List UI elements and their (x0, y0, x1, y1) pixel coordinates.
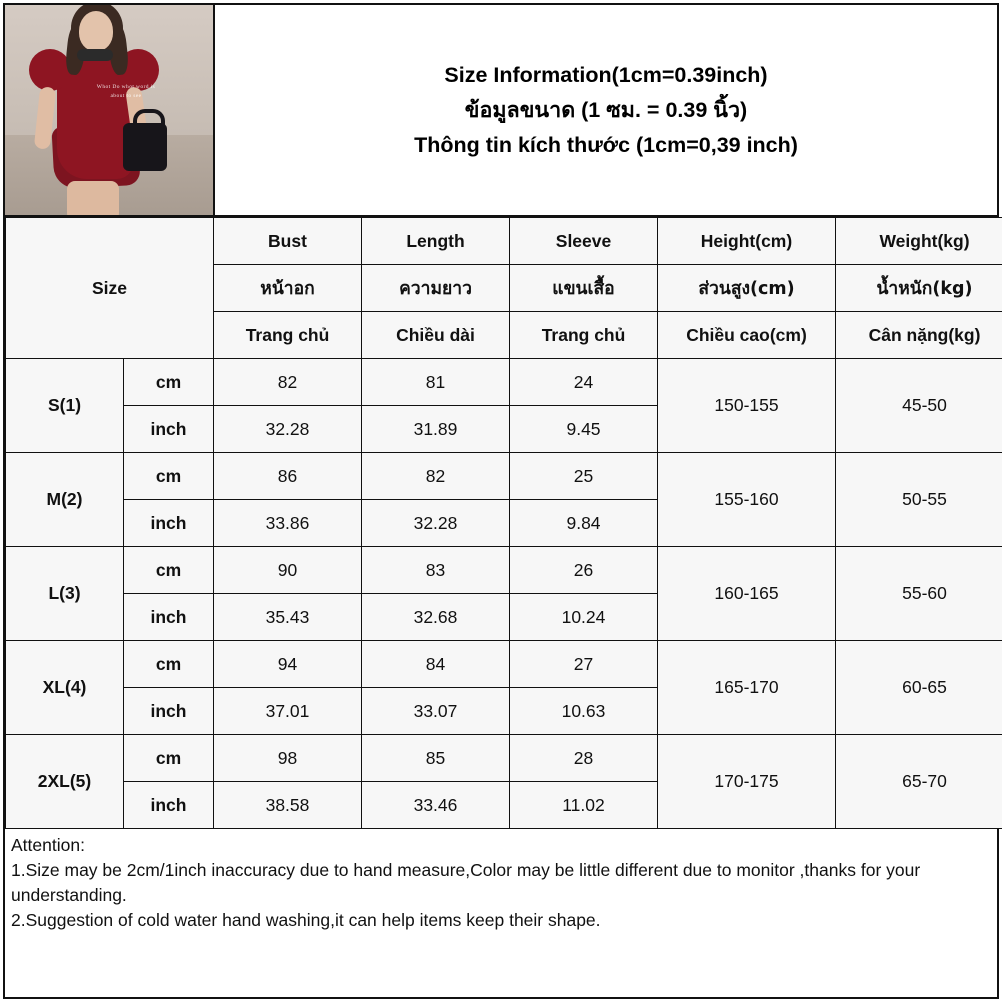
header-length-vi: Chiều dài (362, 312, 510, 359)
row-size-label: 2XL(5) (6, 735, 124, 829)
row-size-label: L(3) (6, 547, 124, 641)
header-weight-th: น้ำหนัก(kg) (836, 265, 1002, 312)
header-sleeve-en: Sleeve (510, 218, 658, 265)
header-weight-vi: Cân nặng(kg) (836, 312, 1002, 359)
table-header-row-en (6, 218, 1002, 265)
cell-sleeve-inch: 10.63 (510, 688, 658, 735)
row-unit-inch: inch (124, 782, 214, 829)
cell-weight: 45-50 (836, 359, 1002, 453)
header-length-th: ความยาว (362, 265, 510, 312)
attention-block (5, 829, 997, 997)
row-size-label: S(1) (6, 359, 124, 453)
table-row (6, 453, 1002, 500)
attention-note-2: 2.Suggestion of cold water hand washing,it can help items keep their shape. (11, 910, 601, 930)
cell-height: 155-160 (658, 453, 836, 547)
cell-length-inch: 31.89 (362, 406, 510, 453)
table-row (6, 735, 1002, 782)
cell-height: 170-175 (658, 735, 836, 829)
cell-length-cm: 81 (362, 359, 510, 406)
cell-length-cm: 84 (362, 641, 510, 688)
header-sleeve-vi: Trang chủ (510, 312, 658, 359)
cell-sleeve-cm: 28 (510, 735, 658, 782)
row-unit-cm: cm (124, 641, 214, 688)
cell-bust-inch: 35.43 (214, 594, 362, 641)
header-sleeve-th: แขนเสื้อ (510, 265, 658, 312)
cell-sleeve-inch: 11.02 (510, 782, 658, 829)
row-unit-inch: inch (124, 406, 214, 453)
cell-bust-inch: 38.58 (214, 782, 362, 829)
cell-height: 150-155 (658, 359, 836, 453)
cell-sleeve-inch: 10.24 (510, 594, 658, 641)
header-height-en: Height(cm) (658, 218, 836, 265)
cell-sleeve-cm: 25 (510, 453, 658, 500)
cell-height: 160-165 (658, 547, 836, 641)
row-unit-inch: inch (124, 688, 214, 735)
cell-bust-cm: 98 (214, 735, 362, 782)
title-english: Size Information(1cm=0.39inch) (444, 62, 768, 87)
cell-weight: 55-60 (836, 547, 1002, 641)
cell-height: 165-170 (658, 641, 836, 735)
cell-length-cm: 85 (362, 735, 510, 782)
row-unit-cm: cm (124, 453, 214, 500)
cell-weight: 60-65 (836, 641, 1002, 735)
handbag-shape (123, 123, 167, 171)
title-thai: ข้อมูลขนาด (1 ซม. = 0.39 นิ้ว) (464, 97, 748, 122)
header-weight-en: Weight(kg) (836, 218, 1002, 265)
row-unit-inch: inch (124, 594, 214, 641)
cell-length-inch: 33.07 (362, 688, 510, 735)
row-unit-cm: cm (124, 735, 214, 782)
dress-sleeve-left-shape (29, 49, 71, 91)
cell-length-cm: 82 (362, 453, 510, 500)
cell-bust-inch: 32.28 (214, 406, 362, 453)
cell-bust-cm: 90 (214, 547, 362, 594)
cell-sleeve-cm: 27 (510, 641, 658, 688)
model-head-shape (79, 11, 113, 51)
header-height-th: ส่วนสูง(cm) (658, 265, 836, 312)
product-photo (5, 5, 215, 217)
header-height-vi: Chiều cao(cm) (658, 312, 836, 359)
cell-sleeve-cm: 24 (510, 359, 658, 406)
header-bust-vi: Trang chủ (214, 312, 362, 359)
row-unit-cm: cm (124, 547, 214, 594)
row-unit-cm: cm (124, 359, 214, 406)
cell-sleeve-cm: 26 (510, 547, 658, 594)
cell-sleeve-inch: 9.84 (510, 500, 658, 547)
cell-bust-cm: 82 (214, 359, 362, 406)
title-vietnamese: Thông tin kích thước (1cm=0,39 inch) (414, 132, 798, 157)
row-size-label: XL(4) (6, 641, 124, 735)
cell-weight: 50-55 (836, 453, 1002, 547)
model-legs-shape (67, 181, 119, 217)
table-row (6, 641, 1002, 688)
header-bust-en: Bust (214, 218, 362, 265)
cell-length-inch: 32.28 (362, 500, 510, 547)
cell-length-inch: 33.46 (362, 782, 510, 829)
header-size-label: Size (6, 218, 214, 359)
row-unit-inch: inch (124, 500, 214, 547)
cell-bust-cm: 94 (214, 641, 362, 688)
cell-sleeve-inch: 9.45 (510, 406, 658, 453)
cell-length-inch: 32.68 (362, 594, 510, 641)
header-length-en: Length (362, 218, 510, 265)
table-row (6, 359, 1002, 406)
cell-weight: 65-70 (836, 735, 1002, 829)
row-size-label: M(2) (6, 453, 124, 547)
photo-watermark: Whot Do whot word is about to see (96, 84, 156, 99)
dress-bow-shape (77, 49, 113, 61)
cell-bust-inch: 33.86 (214, 500, 362, 547)
cell-bust-inch: 37.01 (214, 688, 362, 735)
size-chart-sheet (3, 3, 999, 999)
table-row (6, 547, 1002, 594)
size-table (5, 217, 1002, 829)
attention-note-1: 1.Size may be 2cm/1inch inaccuracy due to hand measure,Color may be little different due to monitor ,thanks for your understanding. (11, 860, 921, 905)
header-row (5, 5, 997, 217)
attention-title: Attention: (11, 835, 85, 855)
cell-bust-cm: 86 (214, 453, 362, 500)
title-block (215, 5, 997, 217)
header-bust-th: หน้าอก (214, 265, 362, 312)
cell-length-cm: 83 (362, 547, 510, 594)
